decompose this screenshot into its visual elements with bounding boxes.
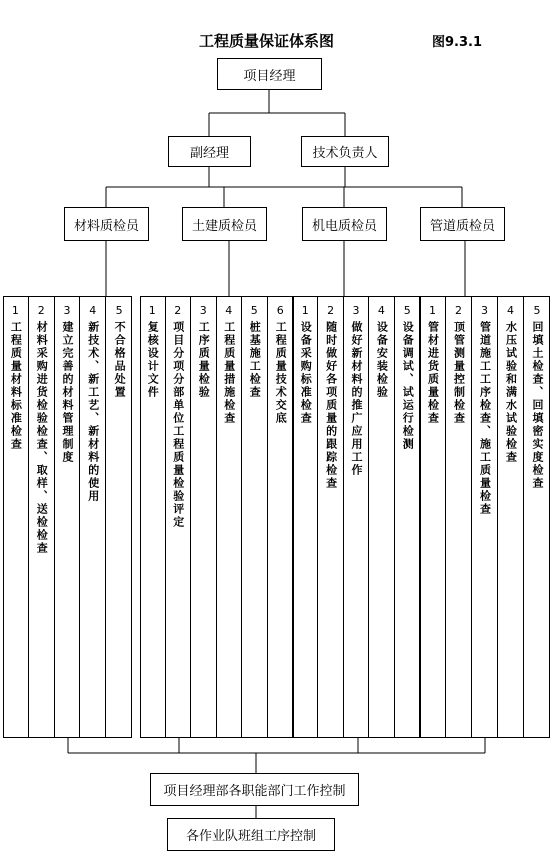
- duty-item-number: 4: [507, 304, 514, 317]
- diagram-title: 工程质量保证体系图: [199, 32, 335, 50]
- duty-item-number: 2: [455, 304, 462, 317]
- duty-item: [166, 296, 192, 738]
- duty-item-text: 桩基施工检查: [248, 321, 262, 399]
- duty-item-number: 1: [301, 304, 309, 317]
- duty-item-number: 1: [11, 304, 19, 317]
- duty-item: [293, 296, 318, 738]
- duty-item: [344, 296, 369, 738]
- material-inspector-box: 材料质检员: [64, 207, 149, 241]
- figure-number: 图9.3.1: [432, 35, 483, 50]
- duty-item: [268, 296, 294, 738]
- duty-item: [472, 296, 498, 738]
- duty-item-number: 2: [174, 304, 182, 317]
- duty-item: [80, 296, 106, 738]
- duty-item: [29, 296, 55, 738]
- duty-item-text: 水压试验和满水试验检查: [504, 321, 518, 464]
- duty-item: [446, 296, 472, 738]
- duty-item-number: 3: [63, 304, 71, 317]
- department-control-box: 项目经理部各职能部门工作控制: [150, 773, 359, 806]
- duty-item-text: 不合格品处置: [113, 321, 127, 399]
- duty-item-number: 1: [429, 304, 436, 317]
- duty-item: [106, 296, 132, 738]
- duty-item-text: 回填土检查、回填密实度检查: [531, 321, 544, 490]
- duty-item: [369, 296, 394, 738]
- duty-item-number: 1: [148, 304, 156, 317]
- duty-item: [498, 296, 524, 738]
- duty-item-number: 6: [276, 304, 284, 317]
- duty-item-text: 新技术、新工艺、新材料的使用: [86, 321, 100, 503]
- duty-item-text: 材料采购进货检验检查、取样、送检检查: [35, 321, 49, 555]
- duty-item-number: 5: [403, 304, 411, 317]
- duty-item-text: 建立完善的材料管理制度: [60, 321, 74, 464]
- duty-item: [217, 296, 243, 738]
- duty-item-number: 3: [481, 304, 488, 317]
- duty-item: [318, 296, 343, 738]
- technical-lead-box: 技术负责人: [301, 136, 389, 167]
- duty-item-number: 4: [225, 304, 233, 317]
- duty-item-text: 随时做好各项质量的跟踪检查: [324, 321, 338, 490]
- duty-item: [140, 296, 166, 738]
- duty-item-number: 5: [250, 304, 258, 317]
- duty-item-number: 3: [199, 304, 207, 317]
- team-process-control-box: 各作业队班组工序控制: [167, 818, 335, 851]
- deputy-manager-box: 副经理: [168, 136, 251, 167]
- duty-item-number: 2: [37, 304, 45, 317]
- duty-item-text: 工程质量技术交底: [274, 321, 288, 425]
- duty-item-text: 工程质量措施检查: [222, 321, 236, 425]
- electromech-inspector-box: 机电质检员: [302, 207, 387, 241]
- duty-item-number: 5: [115, 304, 123, 317]
- project-manager-box: 项目经理: [217, 58, 322, 90]
- duty-item-number: 3: [352, 304, 360, 317]
- duty-item-text: 工序质量检验: [197, 321, 211, 399]
- duty-item-text: 工程质量材料标准检查: [9, 321, 23, 451]
- duty-item: [3, 296, 29, 738]
- duty-item: [420, 296, 446, 738]
- duty-item-text: 做好新材料的推广应用工作: [349, 321, 363, 477]
- duty-item: [395, 296, 420, 738]
- duty-item-number: 4: [377, 304, 385, 317]
- duty-item-number: 5: [533, 304, 541, 317]
- duty-item-number: 2: [327, 304, 335, 317]
- duty-item-text: 管材进货质量检查: [426, 321, 440, 425]
- duty-item-text: 设备采购标准检查: [299, 321, 313, 425]
- duty-item: [55, 296, 81, 738]
- duty-item-text: 项目分项分部单位工程质量检验评定: [171, 321, 185, 529]
- duty-item-number: 4: [89, 304, 97, 317]
- duty-item-text: 顶管测量控制检查: [452, 321, 466, 425]
- pipeline-inspector-box: 管道质检员: [420, 207, 505, 241]
- duty-item-text: 复核设计文件: [146, 321, 160, 399]
- duty-item: [242, 296, 268, 738]
- duty-item-text: 设备安装检验: [375, 321, 389, 399]
- duty-item-text: 设备调试、试运行检测: [401, 321, 415, 451]
- duty-item: [191, 296, 217, 738]
- duty-item: [524, 296, 550, 738]
- civil-inspector-box: 土建质检员: [182, 207, 267, 241]
- duty-item-text: 管道施工工序检查、施工质量检查: [478, 321, 492, 516]
